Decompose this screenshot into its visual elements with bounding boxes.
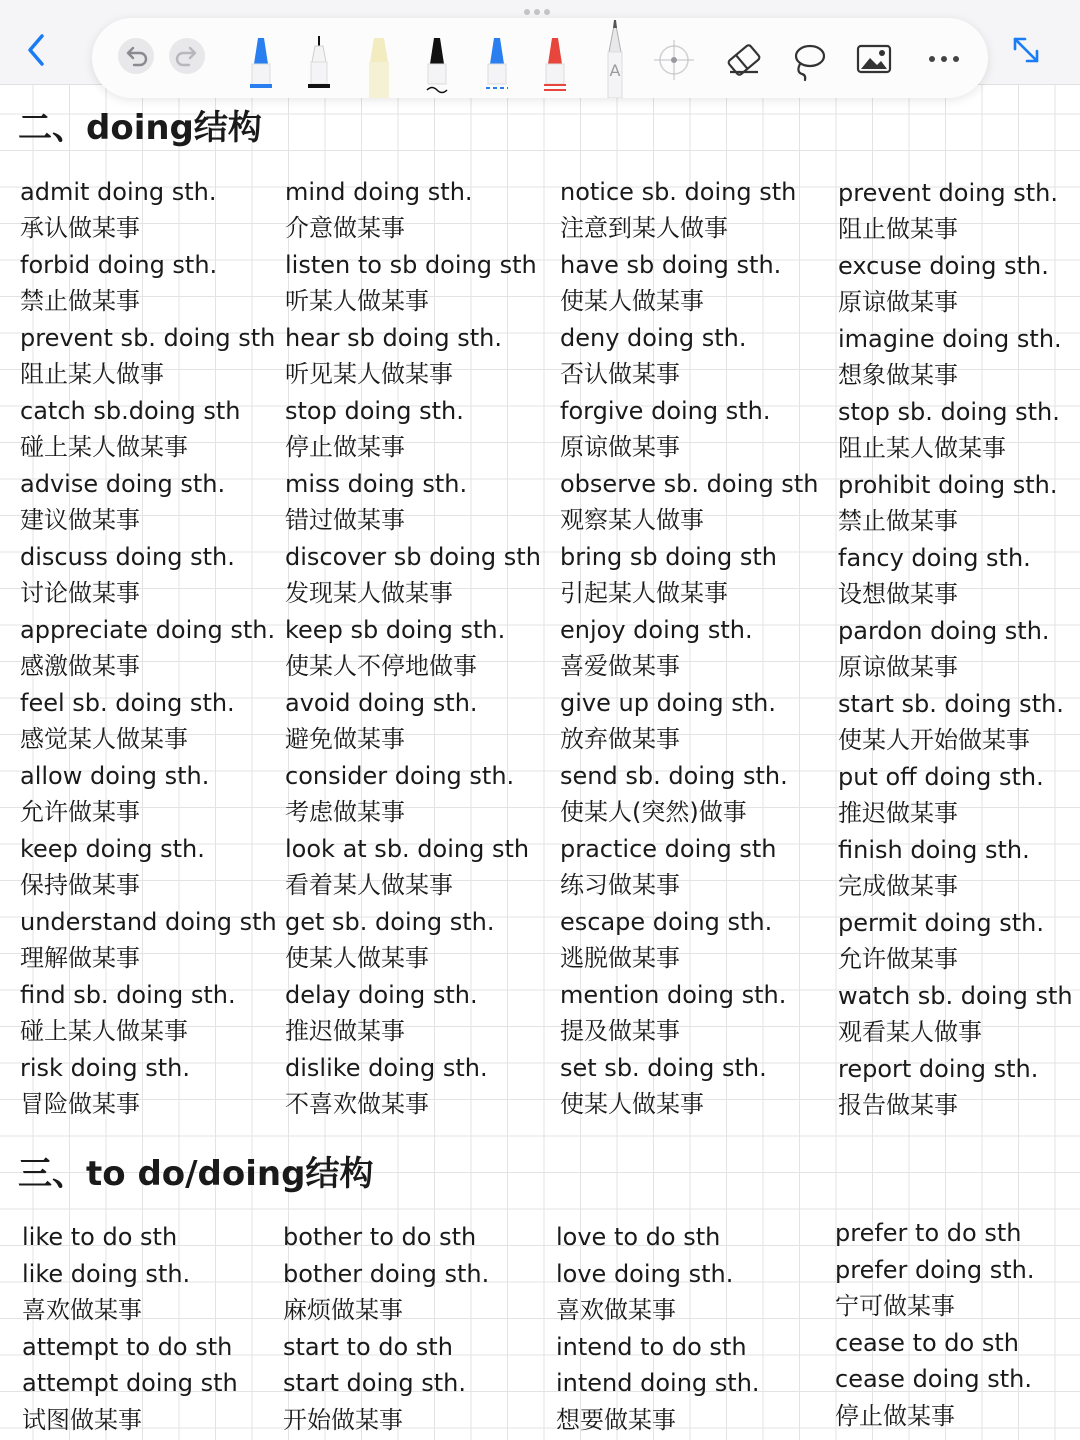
chinese-meaning: 使某人(突然)做事 xyxy=(560,798,747,826)
chinese-meaning: 听见某人做某事 xyxy=(285,360,453,388)
chinese-meaning: 阻止某人做事 xyxy=(20,360,164,388)
chinese-meaning: 完成做某事 xyxy=(838,872,958,900)
doing-column-1 xyxy=(20,174,277,1123)
phrase-entry xyxy=(838,686,1073,759)
english-phrase: have sb doing sth. xyxy=(560,251,782,279)
chinese-meaning: 承认做某事 xyxy=(20,214,140,242)
english-phrase: catch sb.doing sth xyxy=(20,397,241,425)
chinese-meaning: 练习做某事 xyxy=(560,871,680,899)
to-do-doing-column-3 xyxy=(556,1219,760,1438)
chinese-meaning: 使某人开始做某事 xyxy=(838,726,1030,754)
undo-icon[interactable] xyxy=(118,38,154,74)
phrase-entry xyxy=(560,247,818,320)
english-phrase: finish doing sth. xyxy=(838,836,1030,864)
chinese-meaning: 碰上某人做某事 xyxy=(20,1017,188,1045)
chinese-meaning: 考虑做某事 xyxy=(285,798,405,826)
section-title-doing: 二、doing结构 xyxy=(18,108,262,148)
chinese-meaning: 原谅做某事 xyxy=(838,288,958,316)
phrase-entry xyxy=(285,1050,541,1123)
phrase-entry xyxy=(20,612,277,685)
english-phrase: admit doing sth. xyxy=(20,178,217,206)
english-phrase: hear sb doing sth. xyxy=(285,324,502,352)
phrase-entry xyxy=(285,685,541,758)
phrase-entry xyxy=(560,685,818,758)
phrase-entry xyxy=(285,539,541,612)
english-phrase: keep doing sth. xyxy=(20,835,205,863)
chinese-meaning: 试图做某事 xyxy=(22,1405,142,1434)
phrase-entry xyxy=(838,540,1073,613)
phrase-entry xyxy=(838,175,1073,248)
to-do-phrase: start to do sth xyxy=(283,1332,453,1361)
phrase-entry xyxy=(560,612,818,685)
chinese-meaning: 避免做某事 xyxy=(285,725,405,753)
phrase-entry xyxy=(20,466,277,539)
english-phrase: watch sb. doing sth xyxy=(838,982,1073,1010)
english-phrase: forbid doing sth. xyxy=(20,251,218,279)
section-title-to-do-doing: 三、to do/doing结构 xyxy=(18,1154,374,1194)
chinese-meaning: 讨论做某事 xyxy=(20,579,140,607)
english-phrase: send sb. doing sth. xyxy=(560,762,788,790)
english-phrase: prevent sb. doing sth xyxy=(20,324,276,352)
english-phrase: avoid doing sth. xyxy=(285,689,478,717)
chinese-meaning: 阻止做某事 xyxy=(838,215,958,243)
fine-pen-icon[interactable] xyxy=(304,18,334,98)
chinese-meaning: 禁止做某事 xyxy=(20,287,140,315)
english-phrase: understand doing sth xyxy=(20,908,277,936)
phrase-entry xyxy=(20,831,277,904)
doing-phrase: bother doing sth. xyxy=(283,1259,490,1288)
chinese-meaning: 允许做某事 xyxy=(20,798,140,826)
english-phrase: miss doing sth. xyxy=(285,470,468,498)
doing-phrase: cease doing sth. xyxy=(835,1365,1032,1393)
chinese-meaning: 保持做某事 xyxy=(20,871,140,899)
english-phrase: report doing sth. xyxy=(838,1055,1039,1083)
phrase-entry xyxy=(285,977,541,1050)
phrase-entry xyxy=(285,174,541,247)
chinese-meaning: 禁止做某事 xyxy=(838,507,958,535)
chinese-meaning: 推迟做某事 xyxy=(285,1017,405,1045)
english-phrase: imagine doing sth. xyxy=(838,325,1062,353)
chinese-meaning: 观看某人做事 xyxy=(838,1018,982,1046)
english-phrase: dislike doing sth. xyxy=(285,1054,488,1082)
chinese-meaning: 听某人做某事 xyxy=(285,287,429,315)
image-icon[interactable] xyxy=(854,18,894,98)
phrase-entry xyxy=(560,174,818,247)
phrase-entry xyxy=(838,613,1073,686)
phrase-entry xyxy=(285,758,541,831)
english-phrase: permit doing sth. xyxy=(838,909,1044,937)
phrase-entry xyxy=(285,612,541,685)
phrase-entry xyxy=(560,758,818,831)
blue-dash-pen-icon[interactable] xyxy=(482,18,512,98)
chinese-meaning: 发现某人做某事 xyxy=(285,579,453,607)
english-phrase: advise doing sth. xyxy=(20,470,226,498)
phrase-entry xyxy=(285,831,541,904)
phrase-entry xyxy=(20,904,277,977)
phrase-entry xyxy=(20,685,277,758)
english-phrase: put off doing sth. xyxy=(838,763,1044,791)
english-phrase: keep sb doing sth. xyxy=(285,616,506,644)
english-phrase: excuse doing sth. xyxy=(838,252,1049,280)
chinese-meaning: 使某人做某事 xyxy=(560,287,704,315)
chinese-meaning: 原谅做某事 xyxy=(560,433,680,461)
phrase-entry xyxy=(560,1050,818,1123)
phrase-entry xyxy=(560,904,818,977)
phrase-entry xyxy=(838,832,1073,905)
to-do-phrase: attempt to do sth xyxy=(22,1332,233,1361)
redo-icon[interactable] xyxy=(169,38,205,74)
doing-phrase: prefer doing sth. xyxy=(835,1255,1035,1284)
chinese-meaning: 看着某人做某事 xyxy=(285,871,453,899)
to-do-doing-column-4 xyxy=(835,1215,1034,1434)
chinese-meaning: 阻止某人做某事 xyxy=(838,434,1006,462)
chinese-meaning: 注意到某人做事 xyxy=(560,214,728,242)
chinese-meaning: 设想做某事 xyxy=(838,580,958,608)
phrase-entry xyxy=(560,320,818,393)
english-phrase: prohibit doing sth. xyxy=(838,471,1058,499)
english-phrase: discuss doing sth. xyxy=(20,543,235,571)
chinese-meaning: 提及做某事 xyxy=(560,1017,680,1045)
english-phrase: practice doing sth xyxy=(560,835,777,863)
english-phrase: consider doing sth. xyxy=(285,762,515,790)
phrase-entry xyxy=(838,978,1073,1051)
english-phrase: pardon doing sth. xyxy=(838,617,1050,645)
phrase-entry xyxy=(20,247,277,320)
english-phrase: start sb. doing sth. xyxy=(838,690,1064,718)
black-pen-icon[interactable] xyxy=(422,18,452,98)
chinese-meaning: 推迟做某事 xyxy=(838,799,958,827)
chinese-meaning: 逃脱做某事 xyxy=(560,944,680,972)
chinese-meaning: 开始做某事 xyxy=(283,1405,403,1434)
highlighter-icon[interactable] xyxy=(364,18,394,98)
shape-tool-icon[interactable] xyxy=(654,18,694,98)
doing-phrase: like doing sth. xyxy=(22,1259,191,1288)
chinese-meaning: 喜爱做某事 xyxy=(560,652,680,680)
phrase-entry xyxy=(285,320,541,393)
chinese-meaning: 停止做某事 xyxy=(285,433,405,461)
doing-phrase: intend doing sth. xyxy=(556,1369,760,1397)
chinese-meaning: 麻烦做某事 xyxy=(283,1296,403,1324)
blue-pen-icon[interactable] xyxy=(246,18,276,98)
chinese-meaning: 冒险做某事 xyxy=(20,1090,140,1118)
chinese-meaning: 建议做某事 xyxy=(20,506,140,534)
english-phrase: listen to sb doing sth xyxy=(285,251,537,279)
phrase-entry xyxy=(560,466,818,539)
english-phrase: bring sb doing sth xyxy=(560,543,777,571)
window-grabber[interactable] xyxy=(524,0,556,6)
english-phrase: prevent doing sth. xyxy=(838,179,1058,207)
doing-column-3 xyxy=(560,174,818,1123)
english-phrase: notice sb. doing sth xyxy=(560,178,797,206)
to-do-phrase: cease to do sth xyxy=(835,1328,1019,1357)
phrase-entry xyxy=(20,1050,277,1123)
english-phrase: mind doing sth. xyxy=(285,178,473,206)
chinese-meaning: 放弃做某事 xyxy=(560,725,680,753)
phrase-entry xyxy=(838,248,1073,321)
chinese-meaning: 观察某人做事 xyxy=(560,506,704,534)
phrase-entry xyxy=(838,394,1073,467)
phrase-entry xyxy=(20,320,277,393)
lasso-icon[interactable] xyxy=(788,18,828,98)
english-phrase: deny doing sth. xyxy=(560,324,747,352)
chinese-meaning: 感激做某事 xyxy=(20,652,140,680)
eraser-icon[interactable] xyxy=(724,18,764,98)
to-do-doing-column-1 xyxy=(22,1219,238,1438)
phrase-entry xyxy=(20,174,277,247)
chinese-meaning: 碰上某人做某事 xyxy=(20,433,188,461)
to-do-phrase: bother to do sth xyxy=(283,1223,477,1251)
phrase-entry xyxy=(285,466,541,539)
chinese-meaning: 否认做某事 xyxy=(560,360,680,388)
english-phrase: appreciate doing sth. xyxy=(20,616,276,644)
doing-column-4 xyxy=(838,175,1073,1124)
english-phrase: discover sb doing sth xyxy=(285,543,541,571)
english-phrase: give up doing sth. xyxy=(560,689,776,717)
phrase-entry xyxy=(560,539,818,612)
phrase-entry xyxy=(285,904,541,977)
phrase-entry xyxy=(838,759,1073,832)
phrase-entry xyxy=(560,393,818,466)
doing-phrase: attempt doing sth xyxy=(22,1369,238,1397)
chinese-meaning: 宁可做某事 xyxy=(835,1292,955,1320)
to-do-phrase: prefer to do sth xyxy=(835,1219,1022,1247)
english-phrase: forgive doing sth. xyxy=(560,397,771,425)
chinese-meaning: 想要做某事 xyxy=(556,1405,676,1434)
phrase-entry xyxy=(560,831,818,904)
phrase-entry xyxy=(20,758,277,831)
chinese-meaning: 喜欢做某事 xyxy=(22,1296,142,1324)
phrase-entry xyxy=(285,393,541,466)
chinese-meaning: 错过做某事 xyxy=(285,506,405,534)
more-icon[interactable] xyxy=(924,18,964,98)
phrase-entry xyxy=(285,247,541,320)
chinese-meaning: 感觉某人做某事 xyxy=(20,725,188,753)
to-do-doing-column-2 xyxy=(283,1219,489,1438)
expand-icon[interactable] xyxy=(1008,32,1044,68)
phrase-entry xyxy=(20,393,277,466)
phrase-entry xyxy=(20,977,277,1050)
chinese-meaning: 使某人不停地做事 xyxy=(285,652,477,680)
pencil-icon[interactable] xyxy=(600,18,630,98)
phrase-entry xyxy=(838,1051,1073,1124)
chinese-meaning: 想象做某事 xyxy=(838,361,958,389)
doing-column-2 xyxy=(285,174,541,1123)
english-phrase: get sb. doing sth. xyxy=(285,908,495,936)
chinese-meaning: 不喜欢做某事 xyxy=(285,1090,429,1118)
chinese-meaning: 使某人做某事 xyxy=(285,944,429,972)
doing-phrase: love doing sth. xyxy=(556,1259,734,1288)
chinese-meaning: 理解做某事 xyxy=(20,944,140,972)
english-phrase: escape doing sth. xyxy=(560,908,773,936)
to-do-phrase: intend to do sth xyxy=(556,1332,747,1361)
red-pen-icon[interactable] xyxy=(540,18,570,98)
chinese-meaning: 介意做某事 xyxy=(285,214,405,242)
to-do-phrase: like to do sth xyxy=(22,1223,178,1251)
to-do-phrase: love to do sth xyxy=(556,1223,721,1251)
chinese-meaning: 喜欢做某事 xyxy=(556,1296,676,1324)
english-phrase: feel sb. doing sth. xyxy=(20,689,235,717)
phrase-entry xyxy=(560,977,818,1050)
english-phrase: find sb. doing sth. xyxy=(20,981,236,1009)
chinese-meaning: 停止做某事 xyxy=(835,1401,955,1430)
english-phrase: allow doing sth. xyxy=(20,762,210,790)
drawing-toolbar xyxy=(92,18,988,98)
chinese-meaning: 引起某人做某事 xyxy=(560,579,728,607)
english-phrase: stop sb. doing sth. xyxy=(838,398,1060,426)
doing-phrase: start doing sth. xyxy=(283,1369,466,1397)
english-phrase: fancy doing sth. xyxy=(838,544,1031,572)
english-phrase: stop doing sth. xyxy=(285,397,464,425)
phrase-entry xyxy=(20,539,277,612)
back-chevron-icon[interactable] xyxy=(22,30,52,70)
chinese-meaning: 使某人做某事 xyxy=(560,1090,704,1118)
english-phrase: risk doing sth. xyxy=(20,1054,190,1082)
english-phrase: enjoy doing sth. xyxy=(560,616,753,644)
english-phrase: look at sb. doing sth xyxy=(285,835,530,863)
english-phrase: observe sb. doing sth xyxy=(560,470,819,498)
phrase-entry xyxy=(838,467,1073,540)
chinese-meaning: 允许做某事 xyxy=(838,945,958,973)
phrase-entry xyxy=(838,905,1073,978)
chinese-meaning: 报告做某事 xyxy=(838,1091,958,1119)
english-phrase: mention doing sth. xyxy=(560,981,787,1009)
svg-text:A: A xyxy=(609,61,621,80)
english-phrase: set sb. doing sth. xyxy=(560,1054,767,1082)
phrase-entry xyxy=(838,321,1073,394)
english-phrase: delay doing sth. xyxy=(285,981,478,1009)
chinese-meaning: 原谅做某事 xyxy=(838,653,958,681)
